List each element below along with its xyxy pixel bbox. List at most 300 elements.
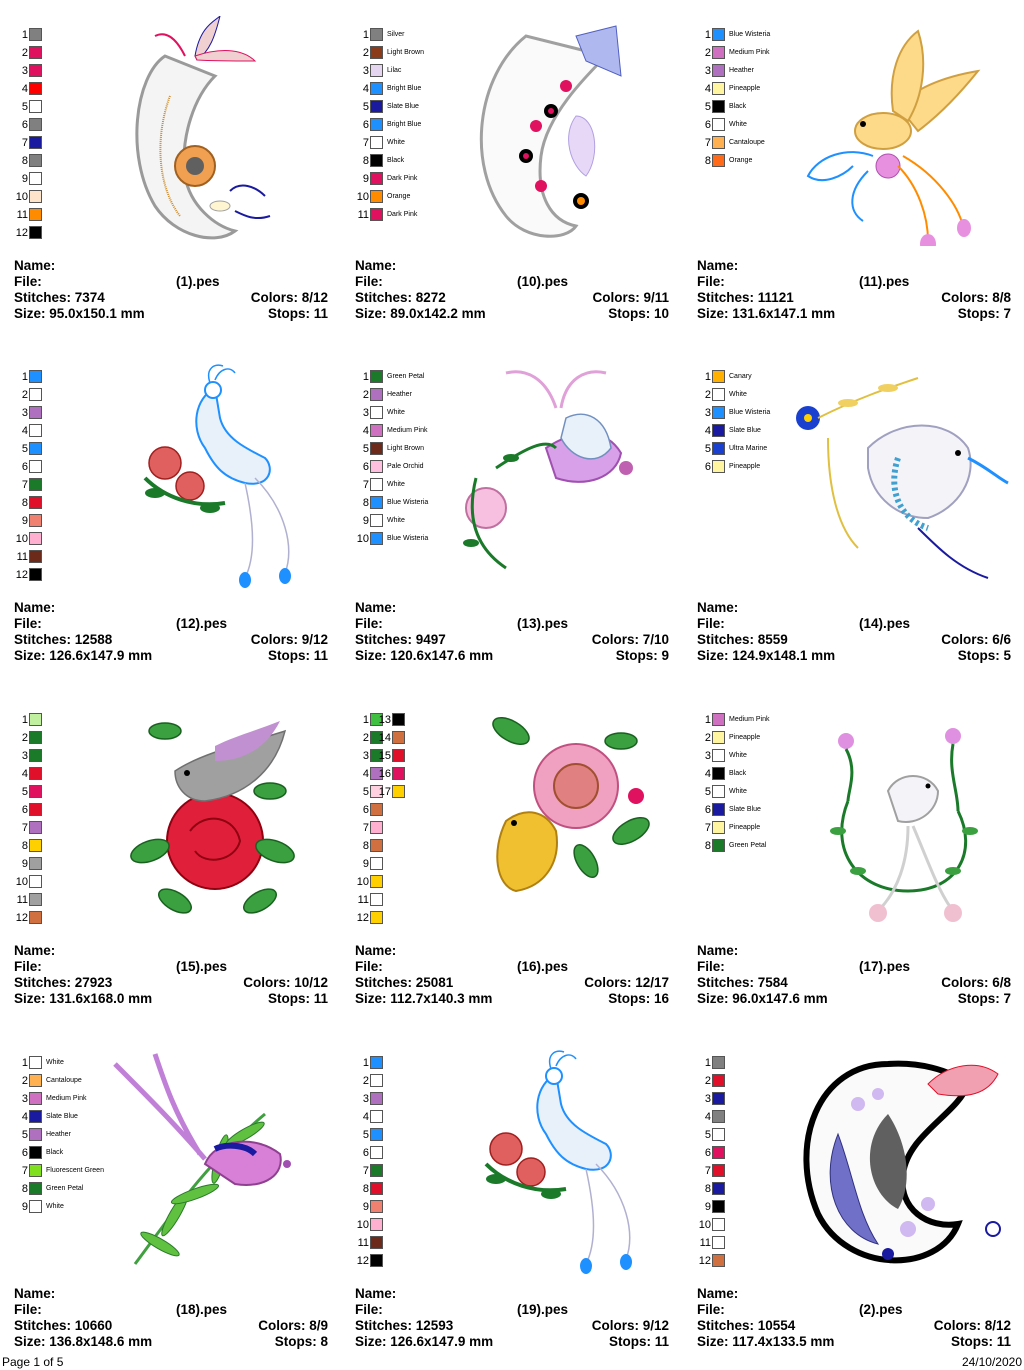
palette-number: 9 [21,172,28,185]
color-swatch [29,28,42,41]
palette-number: 6 [362,118,369,131]
palette-row [8,1108,78,1126]
palette-number: 8 [21,154,28,167]
palette-number: 1 [704,1056,711,1069]
palette-row [349,206,417,224]
color-swatch [712,1164,725,1177]
design-size: Size: 124.9x148.1 mm [697,648,836,663]
palette-row [691,1108,725,1126]
stops-count: Stops: 11 [267,648,328,663]
palette-row [8,44,42,62]
stops-count: Stops: 16 [608,991,669,1006]
palette-number: 2 [362,731,369,744]
palette-row [691,1234,725,1252]
stops-count: Stops: 7 [957,306,1011,321]
thread-name: Medium Pink [46,1094,87,1102]
color-swatch [29,118,42,131]
color-swatch [370,1092,383,1105]
palette-number: 7 [362,821,369,834]
palette-number: 5 [21,785,28,798]
color-swatch [29,100,42,113]
design-size: Size: 95.0x150.1 mm [14,306,145,321]
palette-number: 10 [356,1218,369,1231]
file-label: File: [14,959,42,974]
palette-row [8,224,42,242]
palette-number: 1 [704,28,711,41]
palette-row [8,891,42,909]
design-info [697,943,1011,1007]
design-size: Size: 131.6x168.0 mm [14,991,153,1006]
color-swatch [370,190,383,203]
design-size: Size: 89.0x142.2 mm [355,306,486,321]
color-swatch [29,767,42,780]
color-swatch [712,1056,725,1069]
palette-row [349,44,424,62]
thread-name: Orange [387,192,411,200]
color-swatch [712,388,725,401]
palette-row [8,80,42,98]
color-swatch [370,532,383,545]
color-swatch [29,1110,42,1123]
palette-number: 13 [378,713,391,726]
thread-name: Green Petal [46,1184,84,1192]
color-swatch [712,1254,725,1267]
palette-row [691,837,766,855]
palette-row [691,386,747,404]
file-name: (2).pes [859,1302,903,1317]
palette-number: 12 [15,911,28,924]
palette-row [691,747,747,765]
thread-name: Lilac [387,66,402,74]
palette-row [8,548,42,566]
palette-row [691,80,760,98]
palette-number: 4 [21,1110,28,1123]
palette-row [8,422,42,440]
palette-row [8,116,42,134]
palette-row [349,1252,383,1270]
name-label: Name: [14,943,56,958]
color-swatch [29,839,42,852]
palette-row [349,1162,383,1180]
palette-row [8,1162,104,1180]
color-swatch [712,1146,725,1159]
palette-number: 2 [21,1074,28,1087]
colors-count: Colors: 9/11 [592,290,669,305]
palette-row [349,62,401,80]
palette-row [8,134,42,152]
palette-number: 10 [698,1218,711,1231]
color-swatch [712,1200,725,1213]
palette-row [8,873,42,891]
palette-row [691,1072,725,1090]
palette-number: 10 [356,875,369,888]
thread-name: Medium Pink [387,426,428,434]
palette-row [691,765,746,783]
palette-number: 3 [704,749,711,762]
palette-row [8,729,42,747]
color-swatch [370,1164,383,1177]
bird-wreath-embroidery [778,701,1018,931]
color-swatch [370,857,383,870]
palette-row [8,404,42,422]
palette-row [349,1108,383,1126]
name-label: Name: [355,258,397,273]
palette-number: 9 [21,857,28,870]
file-name: (15).pes [176,959,228,974]
file-name: (12).pes [176,616,228,631]
palette-row [349,458,424,476]
palette-row [691,422,761,440]
color-swatch [29,1092,42,1105]
palette-number: 6 [21,1146,28,1159]
name-label: Name: [355,943,397,958]
name-label: Name: [14,258,56,273]
stitches-count: Stitches: 9497 [355,632,446,647]
thread-name: Black [387,156,405,164]
palette-row [8,476,42,494]
color-swatch [29,1182,42,1195]
palette-number: 1 [21,370,28,383]
color-swatch [712,100,725,113]
palette-row [8,368,42,386]
stitches-count: Stitches: 8272 [355,290,446,305]
color-swatch [29,64,42,77]
palette-row [8,1198,64,1216]
color-swatch [712,46,725,59]
palette-number: 4 [21,82,28,95]
palette-number: 4 [362,82,369,95]
stitches-count: Stitches: 12588 [14,632,113,647]
palette-number: 3 [21,406,28,419]
palette-row [691,1162,725,1180]
palette-number: 1 [362,28,369,41]
color-swatch [370,1236,383,1249]
color-swatch [370,1254,383,1267]
stitches-count: Stitches: 8559 [697,632,788,647]
palette-number: 5 [362,442,369,455]
thread-name: Medium Pink [729,715,770,723]
thread-name: Dark Pink [387,174,418,182]
color-swatch [370,911,383,924]
colors-count: Colors: 12/17 [584,975,669,990]
thread-name: Bright Blue [387,84,422,92]
bird-bamboo-embroidery [95,1044,335,1274]
color-swatch [29,713,42,726]
palette-row [349,188,410,206]
palette-row [349,422,427,440]
palette-number: 5 [362,785,369,798]
color-swatch [29,82,42,95]
color-swatch [29,460,42,473]
palette-number: 9 [362,857,369,870]
stitches-count: Stitches: 10554 [697,1318,796,1333]
palette-row [691,44,769,62]
colors-count: Colors: 9/12 [591,1318,669,1333]
color-swatch [712,1236,725,1249]
palette-row [8,1126,71,1144]
palette-number: 6 [362,803,369,816]
stops-count: Stops: 8 [274,1334,328,1349]
palette-number: 12 [356,1254,369,1267]
palette-number: 10 [15,875,28,888]
palette-row [349,152,404,170]
palette-number: 9 [21,514,28,527]
palette-row [349,1234,383,1252]
color-swatch [29,208,42,221]
palette-number: 10 [356,532,369,545]
palette-row [691,1216,725,1234]
stitches-count: Stitches: 25081 [355,975,454,990]
color-swatch [29,1146,42,1159]
design-info [14,943,328,1007]
palette-number: 1 [704,713,711,726]
palette-row [349,494,428,512]
color-swatch [370,118,383,131]
color-swatch [370,1074,383,1087]
palette-row [349,1144,383,1162]
design-size: Size: 117.4x133.5 mm [697,1334,835,1349]
palette-row [691,62,754,80]
design-info [14,600,328,664]
peacock-hibiscus-embroidery [95,358,335,588]
palette-number: 7 [362,1164,369,1177]
color-swatch [29,875,42,888]
palette-row [8,1072,82,1090]
thread-name: White [729,787,747,795]
thread-name: White [387,408,405,416]
color-swatch [29,532,42,545]
palette-row [691,819,760,837]
pattern-card [0,1028,341,1370]
palette-number: 7 [21,1164,28,1177]
color-swatch [712,136,725,149]
bird-red-rose-embroidery [95,701,335,931]
colors-count: Colors: 8/12 [250,290,328,305]
palette-number: 5 [21,442,28,455]
thread-name: Silver [387,30,405,38]
colors-count: Colors: 10/12 [243,975,328,990]
color-swatch [392,767,405,780]
thread-name: Slate Blue [729,426,761,434]
file-label: File: [697,616,725,631]
palette-number: 6 [704,1146,711,1159]
stops-count: Stops: 7 [957,991,1011,1006]
color-swatch [29,803,42,816]
palette-number: 5 [21,1128,28,1141]
file-name: (18).pes [176,1302,228,1317]
thread-name: Pale Orchid [387,462,424,470]
color-swatch [712,82,725,95]
stitches-count: Stitches: 7374 [14,290,105,305]
color-swatch [370,1128,383,1141]
color-swatch [712,749,725,762]
color-swatch [370,893,383,906]
file-name: (11).pes [859,274,910,289]
color-swatch [29,46,42,59]
palette-row [349,1072,383,1090]
palette-row [349,819,383,837]
palette-number: 2 [21,46,28,59]
palette-number: 5 [704,785,711,798]
palette-row [8,206,42,224]
paisley-flower-embroidery [95,16,335,246]
palette-number: 5 [362,100,369,113]
palette-row [8,62,42,80]
color-swatch [29,1074,42,1087]
palette-number: 8 [21,839,28,852]
colors-count: Colors: 8/12 [933,1318,1011,1333]
palette-row [349,873,383,891]
colors-count: Colors: 7/10 [591,632,669,647]
palette-row [349,530,428,548]
palette-row [371,729,405,747]
colors-count: Colors: 9/12 [250,632,328,647]
bird-rose-embroidery [436,358,676,588]
thread-name: Blue Wisteria [387,498,429,506]
palette-row [8,188,42,206]
file-label: File: [355,616,383,631]
palette-number: 7 [21,136,28,149]
color-swatch [370,1182,383,1195]
palette-row [691,1180,725,1198]
thread-name: Blue Wisteria [729,408,771,416]
color-swatch [712,424,725,437]
palette-number: 8 [362,496,369,509]
palette-row [349,368,424,386]
palette-number: 5 [704,442,711,455]
palette-number: 7 [704,821,711,834]
color-swatch [712,839,725,852]
color-swatch [29,514,42,527]
palette-row [8,98,42,116]
color-swatch [712,1074,725,1087]
name-label: Name: [14,600,56,615]
pattern-card [683,0,1024,342]
color-swatch [370,460,383,473]
pattern-card [0,685,341,1027]
palette-number: 12 [698,1254,711,1267]
palette-number: 5 [362,1128,369,1141]
palette-row [349,386,412,404]
thread-name: Black [729,102,747,110]
bird-blue-flower-embroidery [778,358,1018,588]
palette-row [371,747,405,765]
palette-number: 3 [362,406,369,419]
design-info [14,1286,328,1350]
file-name: (17).pes [859,959,911,974]
palette-number: 5 [21,100,28,113]
palette-number: 9 [21,1200,28,1213]
palette-row [349,1054,383,1072]
color-swatch [29,821,42,834]
palette-row [349,1216,383,1234]
color-swatch [29,406,42,419]
thread-name: Pineapple [729,84,761,92]
palette-row [8,711,42,729]
palette-number: 10 [15,532,28,545]
color-swatch [29,370,42,383]
thread-name: Bright Blue [387,120,422,128]
palette-row [691,404,770,422]
stitches-count: Stitches: 12593 [355,1318,454,1333]
bird-pink-rose-embroidery [436,701,676,931]
design-info [697,600,1011,664]
stitches-count: Stitches: 7584 [697,975,788,990]
palette-row [8,1090,86,1108]
palette-number: 3 [704,64,711,77]
palette-row [349,1198,383,1216]
palette-number: 10 [356,190,369,203]
thread-name: Light Brown [387,444,424,452]
palette-row [349,1090,383,1108]
palette-row [8,458,42,476]
palette-number: 3 [362,1092,369,1105]
thread-name: Dark Pink [387,210,418,218]
palette-row [8,837,42,855]
palette-row [349,891,383,909]
palette-row [691,801,761,819]
palette-number: 2 [362,46,369,59]
file-name: (10).pes [517,274,569,289]
palette-row [691,1198,725,1216]
palette-number: 2 [704,1074,711,1087]
palette-number: 17 [378,785,391,798]
palette-row [691,134,765,152]
palette-row [349,404,405,422]
color-swatch [29,785,42,798]
color-swatch [29,749,42,762]
palette-number: 6 [362,1146,369,1159]
name-label: Name: [355,600,397,615]
palette-row [8,1054,64,1072]
color-swatch [370,28,383,41]
thread-name: Fluorescent Green [46,1166,104,1174]
design-info [697,1286,1011,1350]
design-info [14,258,328,322]
palette-row [349,909,383,927]
palette-number: 12 [15,568,28,581]
design-size: Size: 126.6x147.9 mm [355,1334,494,1349]
paisley-black-embroidery [778,1044,1018,1274]
palette-number: 3 [362,64,369,77]
peacock-hibiscus-embroidery [436,1044,676,1274]
palette-row [8,747,42,765]
palette-number: 6 [704,803,711,816]
thread-name: Heather [387,390,412,398]
palette-number: 2 [21,388,28,401]
file-label: File: [697,1302,725,1317]
palette-number: 7 [362,478,369,491]
palette-number: 7 [362,136,369,149]
palette-number: 5 [704,100,711,113]
stops-count: Stops: 11 [267,991,328,1006]
thread-name: Pineapple [729,823,761,831]
color-swatch [712,1110,725,1123]
name-label: Name: [697,258,739,273]
paisley-dots-embroidery [436,16,676,246]
palette-number: 3 [362,749,369,762]
pattern-card [683,685,1024,1027]
palette-number: 6 [21,803,28,816]
palette-number: 4 [704,767,711,780]
palette-number: 3 [21,749,28,762]
palette-number: 8 [21,496,28,509]
palette-number: 1 [21,713,28,726]
pattern-card [341,0,682,342]
palette-row [691,783,747,801]
palette-number: 4 [362,424,369,437]
pattern-card [683,1028,1024,1370]
